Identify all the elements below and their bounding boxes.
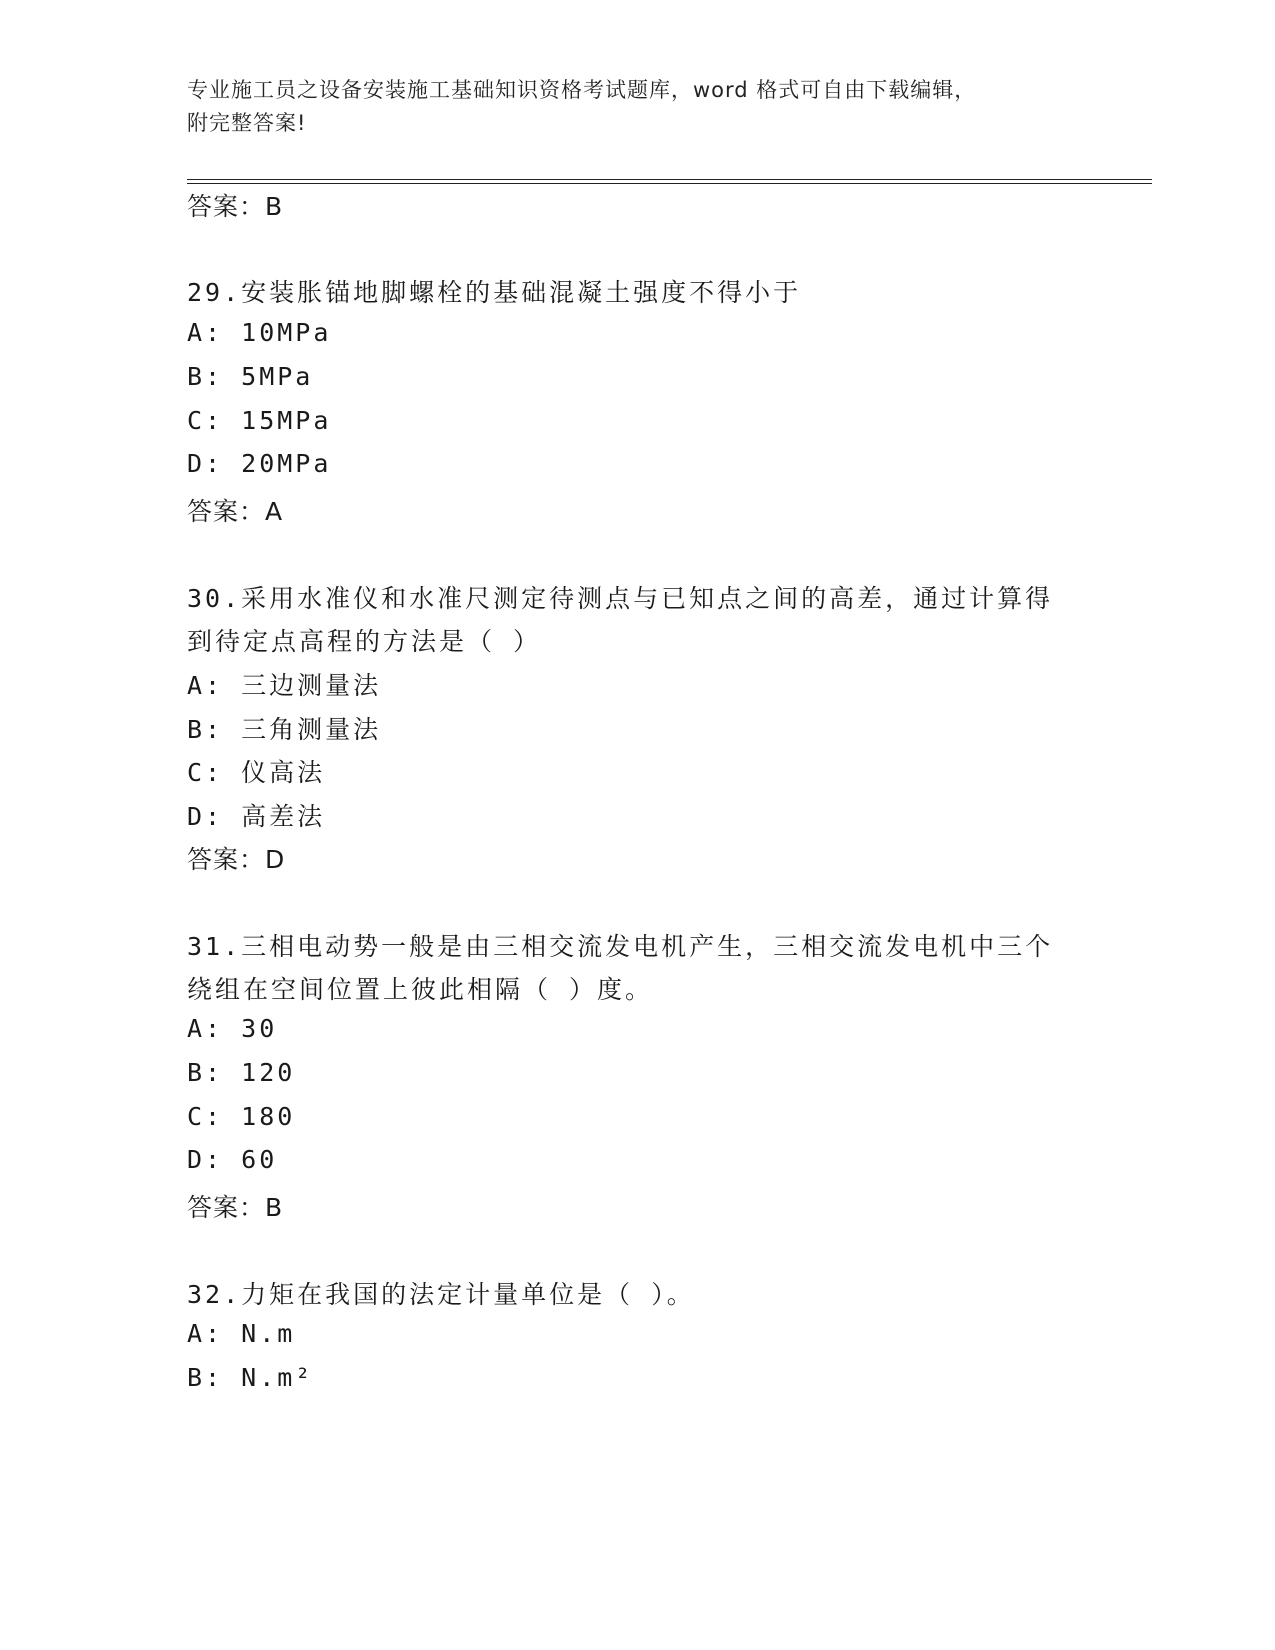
question-30-text-line-1: 30.采用水准仪和水准尺测定待测点与已知点之间的高差，通过计算得 <box>187 584 1054 613</box>
question-31-text-line-2: 绕组在空间位置上彼此相隔（ ）度。 <box>187 975 654 1004</box>
header-divider-bottom <box>187 183 1152 184</box>
question-30-option-d: D: 高差法 <box>187 802 326 831</box>
question-29-text: 29.安装胀锚地脚螺栓的基础混凝土强度不得小于 <box>187 278 802 307</box>
question-29-option-d: D: 20MPa <box>187 449 332 478</box>
header-divider-top <box>187 179 1152 180</box>
header-line-2: 附完整答案! <box>187 111 307 135</box>
question-32-option-b: B: N.m² <box>187 1363 314 1392</box>
question-31-option-d: D: 60 <box>187 1145 278 1174</box>
question-31-text-line-1: 31.三相电动势一般是由三相交流发电机产生，三相交流发电机中三个 <box>187 932 1054 961</box>
answer-line: 答案：B <box>187 192 284 221</box>
question-31-option-c: C: 180 <box>187 1102 296 1131</box>
question-32-text: 32.力矩在我国的法定计量单位是（ ）。 <box>187 1280 695 1309</box>
question-30-text-line-2: 到待定点高程的方法是（ ） <box>187 627 542 656</box>
question-29-option-a: A: 10MPa <box>187 318 332 347</box>
question-31-option-a: A: 30 <box>187 1014 278 1043</box>
question-29-answer: 答案：A <box>187 497 284 526</box>
question-29-option-b: B: 5MPa <box>187 362 314 391</box>
question-30-answer: 答案：D <box>187 845 286 874</box>
question-30-option-b: B: 三角测量法 <box>187 715 382 744</box>
question-31-option-b: B: 120 <box>187 1058 296 1087</box>
question-30-option-a: A: 三边测量法 <box>187 671 382 700</box>
question-30-option-c: C: 仪高法 <box>187 758 326 787</box>
header-line-1: 专业施工员之设备安装施工基础知识资格考试题库，word 格式可自由下载编辑， <box>187 78 977 102</box>
document-header <box>187 74 1067 140</box>
question-32-option-a: A: N.m <box>187 1319 296 1348</box>
question-29-option-c: C: 15MPa <box>187 406 332 435</box>
question-31-answer: 答案：B <box>187 1193 284 1222</box>
